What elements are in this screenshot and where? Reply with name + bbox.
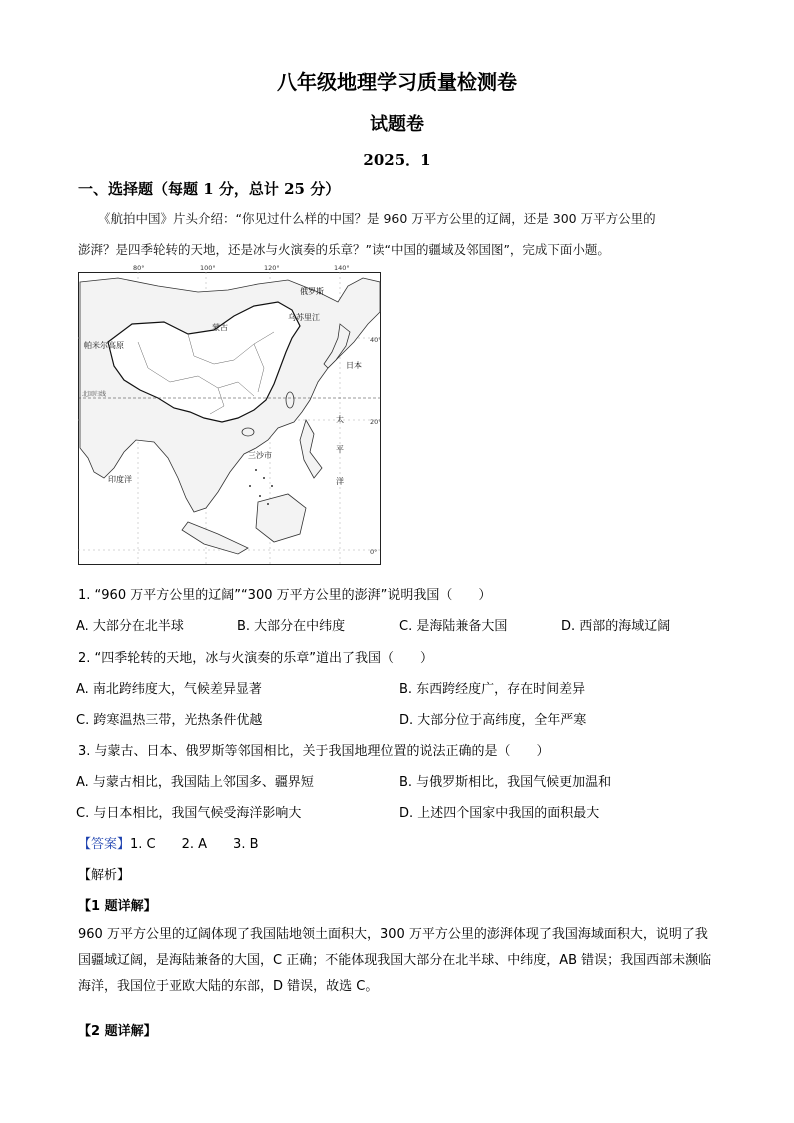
lat-label-40: 40° (370, 336, 382, 344)
label-russia: 俄罗斯 (300, 287, 324, 296)
q3-option-a: A. 与蒙古相比，我国陆上邻国多、疆界短 (76, 775, 314, 790)
lon-label-120: 120° (264, 264, 280, 272)
q1-option-a: A. 大部分在北半球 (76, 619, 184, 634)
q2-option-c: C. 跨寒温热三带，光热条件优越 (76, 713, 263, 728)
label-tropic: 北回归线 (82, 391, 107, 398)
q1-option-b: B. 大部分在中纬度 (237, 619, 346, 634)
q2-option-a: A. 南北跨纬度大，气候差异显著 (76, 682, 262, 697)
lat-label-0: 0° (370, 548, 378, 556)
page-title: 八年级地理学习质量检测卷 (277, 70, 517, 94)
q1-option-c: C. 是海陆兼备大国 (399, 619, 508, 634)
q1-detail-tag: 【1 题详解】 (78, 899, 157, 914)
label-pamir: 帕米尔高原 (84, 341, 124, 350)
label-pacific-1: 太 (336, 415, 344, 424)
china-territory-map (78, 264, 382, 565)
q2-option-b: B. 东西跨经度广，存在时间差异 (399, 682, 586, 697)
q3-option-d: D. 上述四个国家中我国的面积最大 (399, 806, 600, 821)
label-mongolia: 蒙古 (212, 323, 228, 332)
section-heading: 一、选择题（每题 1 分，总计 25 分） (78, 180, 341, 198)
lon-label-140: 140° (334, 264, 350, 272)
q1-option-d: D. 西部的海域辽阔 (561, 619, 671, 634)
label-sansha: 三沙市 (248, 451, 272, 460)
intro-line-2: 澎湃？是四季轮转的天地，还是冰与火演奏的乐章？”读“中国的疆域及邻国图”，完成下面小题。 (78, 242, 610, 257)
q3-option-b: B. 与俄罗斯相比，我国气候更加温和 (399, 775, 612, 790)
answer-line (78, 833, 259, 852)
answer-values: 1. C 2. A 3. B (130, 837, 259, 852)
lat-label-20: 20° (370, 418, 382, 426)
answer-tag: 【答案】 (78, 837, 131, 852)
q3-option-c: C. 与日本相比，我国气候受海洋影响大 (76, 806, 302, 821)
page-subtitle: 试题卷 (370, 114, 424, 135)
label-pacific-2: 平 (336, 445, 344, 454)
exam-date: 2025．1 (363, 151, 431, 169)
lon-label-80: 80° (133, 264, 145, 272)
label-pacific-3: 洋 (336, 477, 344, 486)
q2-detail-tag: 【2 题详解】 (78, 1024, 157, 1039)
label-indian-ocean: 印度洋 (108, 475, 132, 484)
lon-label-100: 100° (200, 264, 216, 272)
question-3-stem: 3. 与蒙古、日本、俄罗斯等邻国相比，关于我国地理位置的说法正确的是（ ） (78, 744, 550, 759)
label-japan: 日本 (346, 361, 362, 370)
q1-detail-text: 960 万平方公里的辽阔体现了我国陆地领土面积大，300 万平方公里的澎湃体现了我国海域面积大，说明了我国疆域辽阔，是海陆兼备的大国，C 正确；不能体现我国大部分在北半球、中纬度，AB 错误；我国西部未濒临海洋，我国位于亚欧大陆的东部，D 错误，故选 C。 (78, 927, 712, 994)
question-2-stem: 2. “四季轮转的天地，冰与火演奏的乐章”道出了我国（ ） (78, 651, 434, 666)
analysis-tag: 【解析】 (78, 868, 131, 883)
question-1-stem: 1. “960 万平方公里的辽阔”“300 万平方公里的澎湃”说明我国（ ） (78, 588, 492, 603)
q2-option-d: D. 大部分位于高纬度，全年严寒 (399, 713, 587, 728)
intro-line-1: 《航拍中国》片头介绍：“你见过什么样的中国？是 960 万平方公里的辽阔，还是 300 万平方公里的 (98, 211, 656, 226)
label-wusuli: 乌苏里江 (288, 313, 320, 322)
